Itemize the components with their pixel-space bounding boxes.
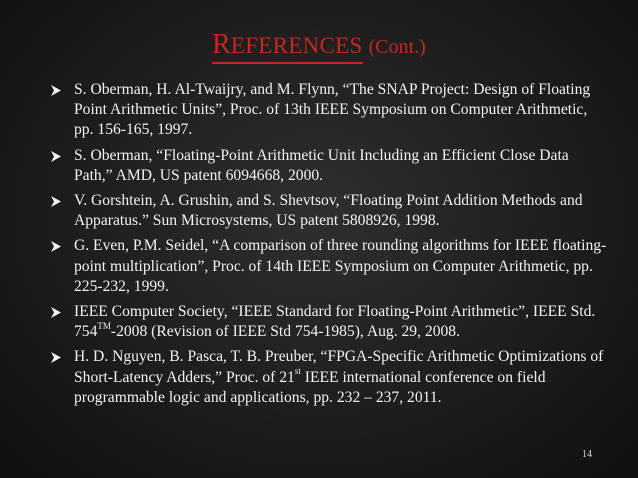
title-main — [212, 30, 362, 64]
reference-text — [74, 237, 606, 294]
arrow-bullet-icon — [50, 151, 62, 162]
reference-text — [74, 348, 603, 405]
arrow-bullet-icon — [50, 241, 62, 252]
superscript-text: st — [294, 366, 301, 377]
reference-text — [74, 192, 583, 229]
reference-text-part: S. Oberman, “Floating-Point Arithmetic Unit Including an Efficient Close Data Path,” AMD, US patent 6094668, 2000. — [74, 146, 569, 184]
reference-text — [74, 303, 595, 340]
reference-text-part: S. Oberman, H. Al-Twaijry, and M. Flynn, “The SNAP Project: Design of Floating Point Arithmetic Units”, Proc. of 13th IEEE Symposium on Computer Arithmetic, pp. 156-165, 1997. — [74, 81, 591, 139]
reference-item — [50, 191, 610, 231]
reference-text — [74, 81, 590, 138]
title-first-letter: R — [212, 29, 231, 60]
arrow-bullet-icon — [50, 352, 62, 363]
title-rest: EFERENCES — [230, 33, 363, 58]
title-cont: (Cont.) — [368, 36, 426, 58]
reference-text-part: H. D. Nguyen, B. Pasca, T. B. Preuber, “FPGA-Specific Arithmetic Optimizations of Short-Latency Adders,” Proc. of 21 — [74, 348, 604, 386]
reference-item — [50, 236, 610, 297]
reference-text-part: IEEE Computer Society, “IEEE Standard for Floating-Point Arithmetic”, IEEE Std. 754 — [74, 303, 596, 341]
slide-title — [0, 30, 638, 66]
page-number: 14 — [582, 449, 592, 460]
reference-text-part: V. Gorshtein, A. Grushin, and S. Shevtsov, “Floating Point Addition Methods and Apparatus.” Sun Microsystems, US patent 5808926, 1998. — [74, 192, 583, 230]
reference-item — [50, 80, 610, 141]
arrow-bullet-icon — [50, 85, 62, 96]
reference-text-part: G. Even, P.M. Seidel, “A comparison of three rounding algorithms for IEEE floating-point multiplication”, Proc. of 14th IEEE Symposium on Computer Arithmetic, pp. 225-232, 1999. — [74, 237, 607, 295]
arrow-bullet-icon — [50, 307, 62, 318]
reference-item — [50, 347, 610, 408]
reference-text-part: -2008 (Revision of IEEE Std 754-1985), Aug. 29, 2008. — [110, 323, 460, 341]
reference-list — [50, 80, 610, 413]
reference-item — [50, 146, 610, 186]
superscript-text: TM — [97, 321, 111, 332]
reference-text-part: IEEE international conference on field programmable logic and applications, pp. 232 – 237, 2011. — [74, 368, 546, 406]
reference-item — [50, 302, 610, 342]
reference-text — [74, 147, 569, 184]
arrow-bullet-icon — [50, 196, 62, 207]
